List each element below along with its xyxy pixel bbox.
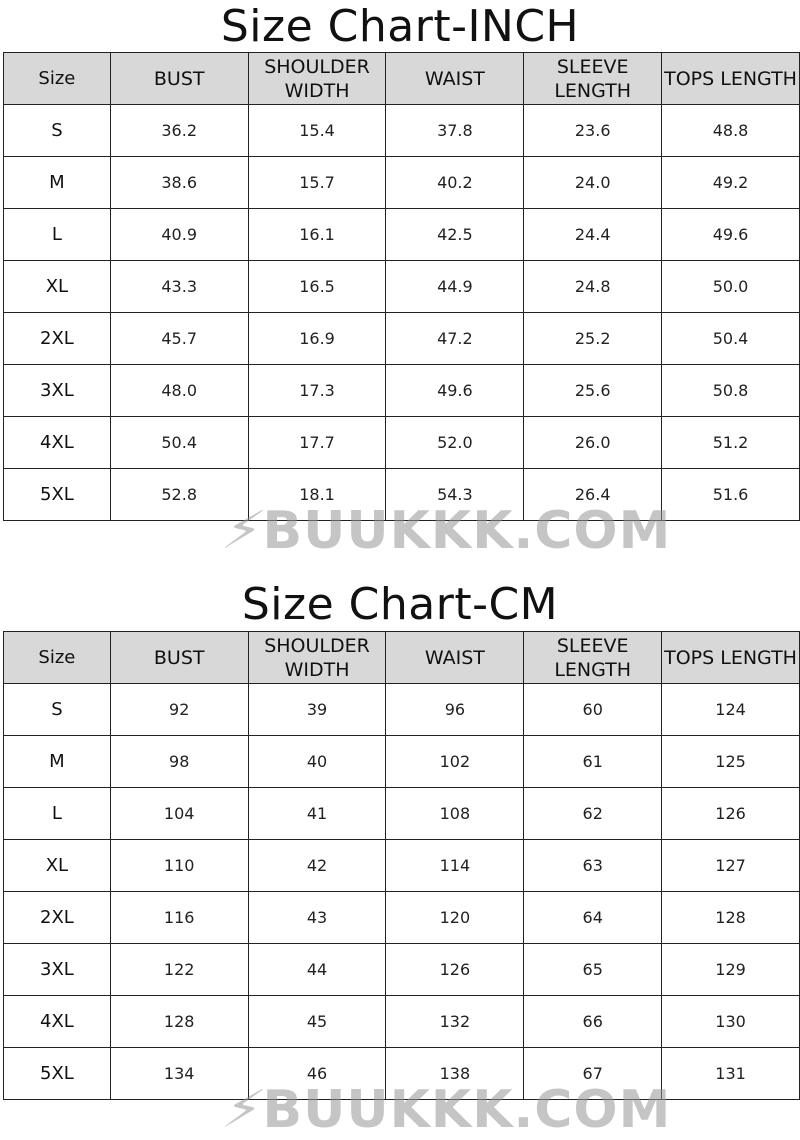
measurement-cell: 15.4 xyxy=(248,105,386,157)
table-row xyxy=(4,157,800,209)
measurement-cell: 64 xyxy=(524,892,662,944)
measurement-cell: 49.2 xyxy=(662,157,800,209)
lightning-bolt-icon: ⚡ xyxy=(216,501,271,561)
size-label-cell: L xyxy=(4,788,111,840)
table-row xyxy=(4,788,800,840)
size-label-cell: 5XL xyxy=(4,1048,111,1100)
measurement-cell: 42.5 xyxy=(386,209,524,261)
measurement-cell: 122 xyxy=(110,944,248,996)
watermark-text: BUUKKK.COM xyxy=(262,501,672,561)
table-row xyxy=(4,736,800,788)
measurement-cell: 128 xyxy=(110,996,248,1048)
measurement-cell: 61 xyxy=(524,736,662,788)
measurement-cell: 40.9 xyxy=(110,209,248,261)
measurement-cell: 38.6 xyxy=(110,157,248,209)
inch-size-table xyxy=(3,52,800,521)
measurement-cell: 51.6 xyxy=(662,469,800,521)
table-row xyxy=(4,684,800,736)
measurement-cell: 25.2 xyxy=(524,313,662,365)
measurement-cell: 45 xyxy=(248,996,386,1048)
measurement-cell: 48.0 xyxy=(110,365,248,417)
lightning-bolt-icon: ⚡ xyxy=(216,1080,271,1140)
measurement-cell: 36.2 xyxy=(110,105,248,157)
table-row xyxy=(4,261,800,313)
measurement-cell: 44.9 xyxy=(386,261,524,313)
inch-chart-section xyxy=(0,0,800,52)
column-header: SHOULDER WIDTH xyxy=(248,632,386,684)
measurement-cell: 24.4 xyxy=(524,209,662,261)
measurement-cell: 16.1 xyxy=(248,209,386,261)
measurement-cell: 46 xyxy=(248,1048,386,1100)
measurement-cell: 26.0 xyxy=(524,417,662,469)
column-header: Size xyxy=(4,53,111,105)
size-label-cell: 3XL xyxy=(4,365,111,417)
measurement-cell: 134 xyxy=(110,1048,248,1100)
measurement-cell: 42 xyxy=(248,840,386,892)
column-header: BUST xyxy=(110,632,248,684)
measurement-cell: 65 xyxy=(524,944,662,996)
column-header: BUST xyxy=(110,53,248,105)
size-label-cell: M xyxy=(4,736,111,788)
measurement-cell: 124 xyxy=(662,684,800,736)
measurement-cell: 15.7 xyxy=(248,157,386,209)
size-label-cell: M xyxy=(4,157,111,209)
measurement-cell: 102 xyxy=(386,736,524,788)
size-label-cell: XL xyxy=(4,261,111,313)
column-header: WAIST xyxy=(386,53,524,105)
measurement-cell: 126 xyxy=(662,788,800,840)
table-row xyxy=(4,313,800,365)
measurement-cell: 67 xyxy=(524,1048,662,1100)
size-label-cell: XL xyxy=(4,840,111,892)
measurement-cell: 51.2 xyxy=(662,417,800,469)
measurement-cell: 96 xyxy=(386,684,524,736)
measurement-cell: 114 xyxy=(386,840,524,892)
measurement-cell: 110 xyxy=(110,840,248,892)
size-label-cell: 3XL xyxy=(4,944,111,996)
table-row xyxy=(4,105,800,157)
table-header-row xyxy=(4,53,800,105)
measurement-cell: 50.0 xyxy=(662,261,800,313)
measurement-cell: 92 xyxy=(110,684,248,736)
measurement-cell: 66 xyxy=(524,996,662,1048)
cm-chart-title: Size Chart-CM xyxy=(241,579,559,630)
measurement-cell: 43 xyxy=(248,892,386,944)
size-label-cell: S xyxy=(4,105,111,157)
column-header: TOPS LENGTH xyxy=(662,632,800,684)
size-label-cell: 4XL xyxy=(4,417,111,469)
measurement-cell: 129 xyxy=(662,944,800,996)
column-header: SHOULDER WIDTH xyxy=(248,53,386,105)
measurement-cell: 18.1 xyxy=(248,469,386,521)
measurement-cell: 40.2 xyxy=(386,157,524,209)
measurement-cell: 25.6 xyxy=(524,365,662,417)
watermark-logo xyxy=(216,1080,672,1140)
measurement-cell: 52.8 xyxy=(110,469,248,521)
measurement-cell: 50.4 xyxy=(662,313,800,365)
measurement-cell: 50.8 xyxy=(662,365,800,417)
column-header: SLEEVE LENGTH xyxy=(524,53,662,105)
table-header-row xyxy=(4,632,800,684)
table-row xyxy=(4,840,800,892)
measurement-cell: 108 xyxy=(386,788,524,840)
size-label-cell: 5XL xyxy=(4,469,111,521)
table-row xyxy=(4,944,800,996)
measurement-cell: 43.3 xyxy=(110,261,248,313)
size-label-cell: 2XL xyxy=(4,313,111,365)
size-label-cell: S xyxy=(4,684,111,736)
table-row xyxy=(4,996,800,1048)
measurement-cell: 16.9 xyxy=(248,313,386,365)
table-row xyxy=(4,892,800,944)
measurement-cell: 98 xyxy=(110,736,248,788)
measurement-cell: 24.8 xyxy=(524,261,662,313)
measurement-cell: 17.3 xyxy=(248,365,386,417)
measurement-cell: 41 xyxy=(248,788,386,840)
measurement-cell: 37.8 xyxy=(386,105,524,157)
measurement-cell: 26.4 xyxy=(524,469,662,521)
table-row xyxy=(4,209,800,261)
measurement-cell: 49.6 xyxy=(662,209,800,261)
size-label-cell: L xyxy=(4,209,111,261)
measurement-cell: 126 xyxy=(386,944,524,996)
size-label-cell: 2XL xyxy=(4,892,111,944)
column-header: Size xyxy=(4,632,111,684)
measurement-cell: 23.6 xyxy=(524,105,662,157)
measurement-cell: 125 xyxy=(662,736,800,788)
column-header: SLEEVE LENGTH xyxy=(524,632,662,684)
measurement-cell: 40 xyxy=(248,736,386,788)
measurement-cell: 63 xyxy=(524,840,662,892)
measurement-cell: 60 xyxy=(524,684,662,736)
inch-chart-title: Size Chart-INCH xyxy=(220,1,580,52)
measurement-cell: 48.8 xyxy=(662,105,800,157)
measurement-cell: 104 xyxy=(110,788,248,840)
cm-chart-section xyxy=(0,580,800,630)
measurement-cell: 24.0 xyxy=(524,157,662,209)
measurement-cell: 44 xyxy=(248,944,386,996)
measurement-cell: 138 xyxy=(386,1048,524,1100)
watermark-logo xyxy=(216,501,672,561)
measurement-cell: 130 xyxy=(662,996,800,1048)
measurement-cell: 131 xyxy=(662,1048,800,1100)
measurement-cell: 54.3 xyxy=(386,469,524,521)
measurement-cell: 128 xyxy=(662,892,800,944)
table-row xyxy=(4,365,800,417)
column-header: TOPS LENGTH xyxy=(662,53,800,105)
measurement-cell: 39 xyxy=(248,684,386,736)
measurement-cell: 132 xyxy=(386,996,524,1048)
measurement-cell: 116 xyxy=(110,892,248,944)
measurement-cell: 62 xyxy=(524,788,662,840)
measurement-cell: 127 xyxy=(662,840,800,892)
column-header: WAIST xyxy=(386,632,524,684)
measurement-cell: 50.4 xyxy=(110,417,248,469)
measurement-cell: 49.6 xyxy=(386,365,524,417)
watermark-text: BUUKKK.COM xyxy=(262,1080,672,1140)
cm-size-table xyxy=(3,631,800,1100)
measurement-cell: 45.7 xyxy=(110,313,248,365)
measurement-cell: 47.2 xyxy=(386,313,524,365)
measurement-cell: 16.5 xyxy=(248,261,386,313)
measurement-cell: 17.7 xyxy=(248,417,386,469)
measurement-cell: 52.0 xyxy=(386,417,524,469)
measurement-cell: 120 xyxy=(386,892,524,944)
table-row xyxy=(4,417,800,469)
size-label-cell: 4XL xyxy=(4,996,111,1048)
